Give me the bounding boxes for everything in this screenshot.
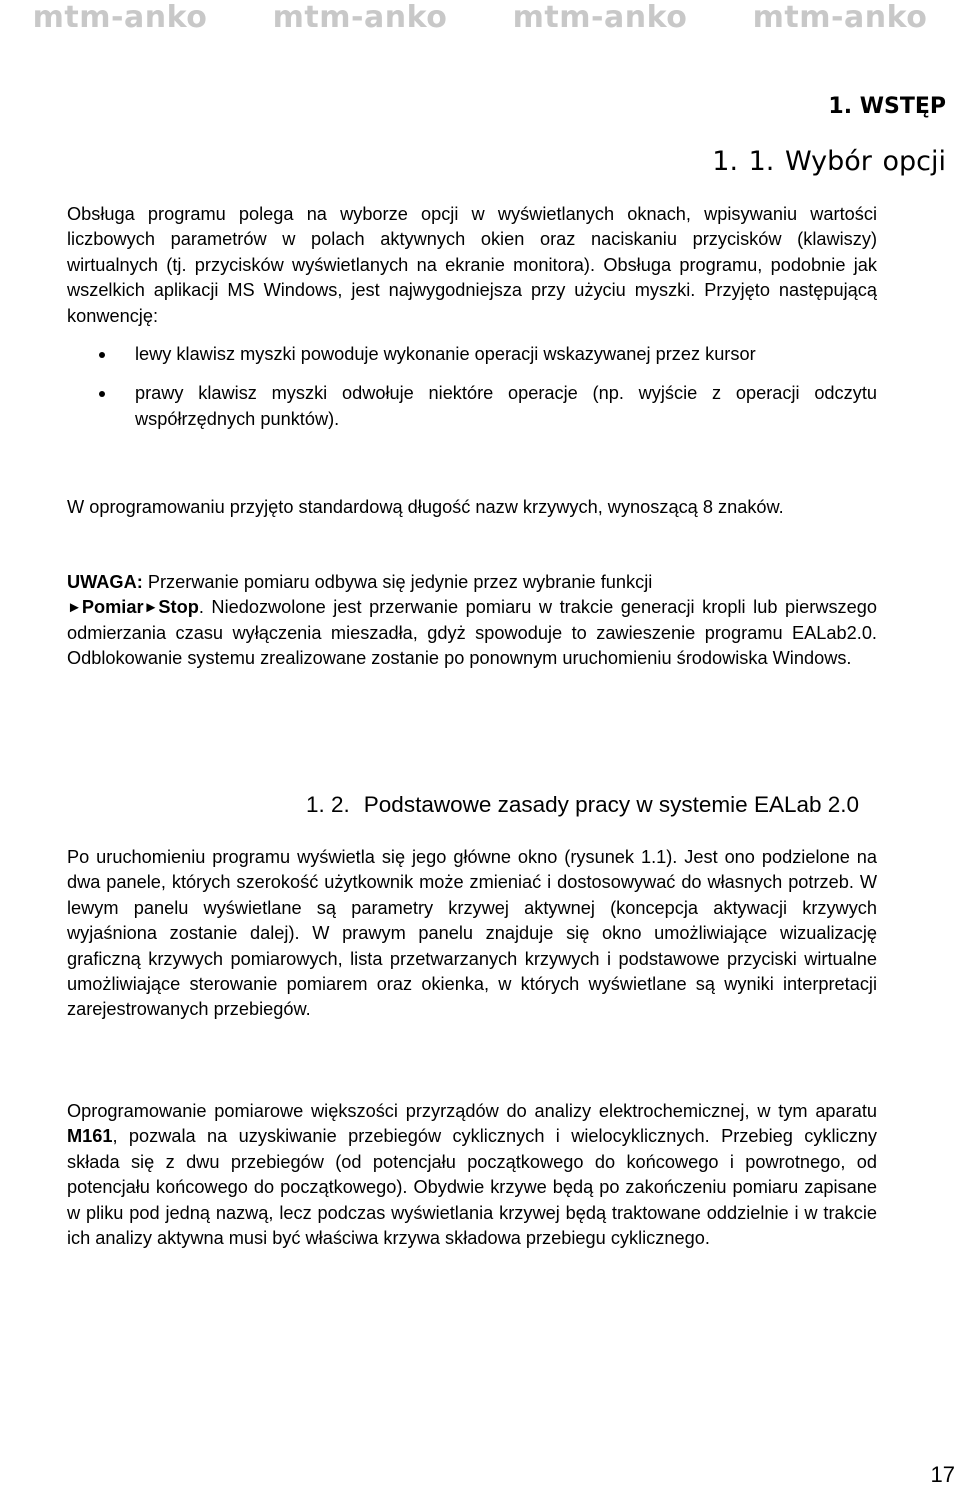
bullet-icon <box>99 391 105 397</box>
paragraph-intro: Obsługa programu polega na wyborze opcji w wyświetlanych oknach, wpisywaniu wartości liczbowych parametrów w polach aktywnych okien oraz naciskaniu przycisków (klawiszy) wirtualnych (tj. przycisków wyświetlanych na ekranie monitora). Obsługa programu, podobnie jak wszelkich aplikacji MS Windows, jest najwygodniejsza przy użyciu myszki. Przyjęto następującą konwencję: <box>67 204 877 326</box>
chapter-title: 1. WSTĘP <box>828 94 946 119</box>
section-heading-1-1: 1. 1. Wybór opcji <box>712 146 946 177</box>
section-number: 1. 2. <box>306 792 350 817</box>
menu-item-stop: Stop <box>158 597 199 618</box>
bullet-list <box>67 342 877 446</box>
watermark-text: mtm-anko <box>752 0 928 35</box>
paragraph-cyclic <box>67 1099 877 1251</box>
paragraph-text-2: , pozwala na uzyskiwanie przebiegów cyklicznych i wielocyklicznych. Przebieg cykliczny składa się z dwu przebiegów (od potencjału początkowego do końcowego i powrotnego, od potencjału końcowego do początkowego). Obydwie krzywe będą po zakończeniu pomiaru zapisane w pliku pod jedną nazwą, lecz podczas wyświetlania krzywej będą traktowane oddzielnie i w trakcie ich analizy aktywna musi być właściwa krzywa składowa przebiegu cyklicznego. <box>67 1126 877 1249</box>
paragraph-text-1: Oprogramowanie pomiarowe większości przyrządów do analizy elektrochemicznej, w tym aparatu <box>67 1101 877 1121</box>
warning-label: UWAGA: <box>67 572 143 592</box>
paragraph-name-length: W oprogramowaniu przyjęto standardową długość nazw krzywych, wynoszącą 8 znaków. <box>67 497 784 517</box>
page-number: 17 <box>930 1462 955 1487</box>
paragraph-main-window: Po uruchomieniu programu wyświetla się jego główne okno (rysunek 1.1). Jest ono podzielone na dwa panele, których szerokość użytkownik może zmieniać i dostosowywać do własnych potrzeb. W lewym panelu wyświetlane są parametry krzywej aktywnej (koncepcja aktywacji krzywych wyjaśniona zostanie dalej). W prawym panelu znajduje się okno umożliwiające wizualizację graficzną krzywych pomiarowych, lista przetwarzanych krzywych i podstawowe przyciski wirtualne umożliwiające sterowanie pomiarem oraz okienka, w których wyświetlane są wyniki interpretacji zarejestrowanych przebiegów. <box>67 847 877 1020</box>
watermark-text: mtm-anko <box>272 0 448 35</box>
bullet-icon <box>99 352 105 358</box>
list-item <box>67 381 877 432</box>
watermark-text: mtm-anko <box>512 0 688 35</box>
warning-paragraph <box>67 570 877 672</box>
arrow-right-icon: ► <box>143 599 159 617</box>
warning-text-2: . Niedozwolone jest przerwanie pomiaru w trakcie generacji kropli lub pierwszego odmierzania czasu wyłączenia mieszadła, gdyż spowoduje to zawieszenie programu EALab2.0. Odblokowanie systemu zrealizowane zostanie po ponownym uruchomieniu środowiska Windows. <box>67 597 877 669</box>
menu-item-pomiar: Pomiar <box>81 597 144 618</box>
watermark-bar <box>0 0 960 34</box>
section-title: Podstawowe zasady pracy w systemie EALab 2.0 <box>363 792 860 817</box>
arrow-right-icon: ► <box>67 599 82 617</box>
warning-text-1: Przerwanie pomiaru odbywa się jedynie przez wybranie funkcji <box>142 572 653 592</box>
section-heading-1-2 <box>306 792 859 818</box>
watermark-text: mtm-anko <box>32 0 208 35</box>
list-item <box>67 342 877 367</box>
list-item-text: lewy klawisz myszki powoduje wykonanie operacji wskazywanej przez kursor <box>135 344 756 364</box>
device-name: M161 <box>67 1126 113 1147</box>
list-item-text: prawy klawisz myszki odwołuje niektóre operacje (np. wyjście z operacji odczytu współrzędnych punktów). <box>135 383 877 429</box>
